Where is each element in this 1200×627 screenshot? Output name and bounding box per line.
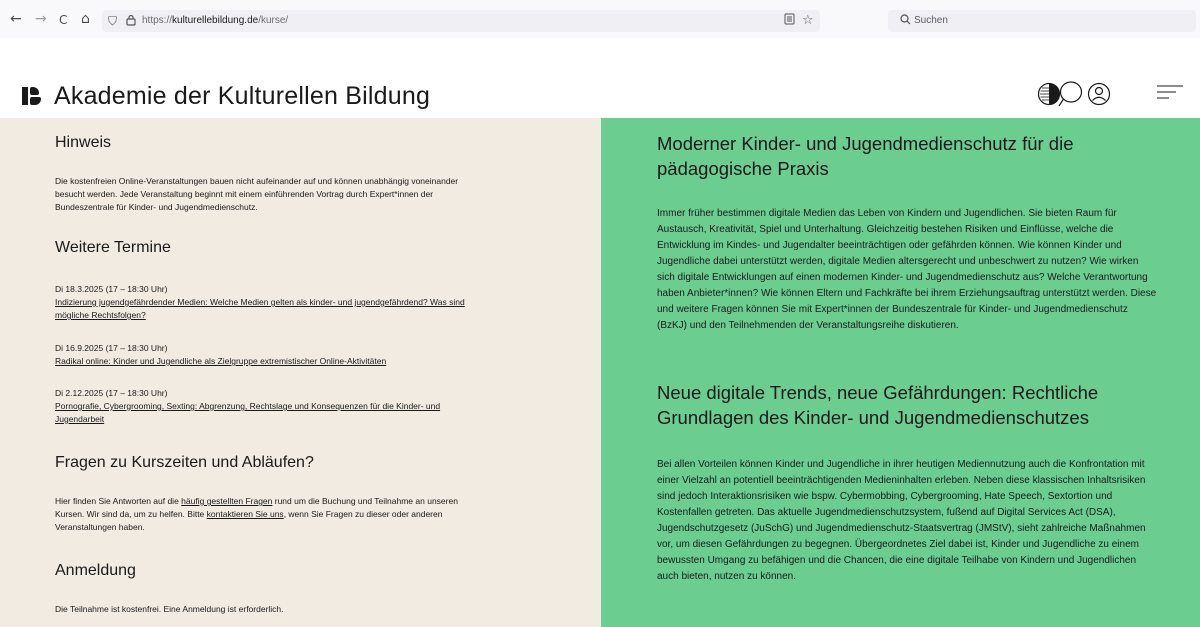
termin-date: Di 16.9.2025 (17 – 18:30 Uhr) [55,343,168,353]
section-heading-jugendmedienschutz: Moderner Kinder- und Jugendmedienschutz für die pädagogische Praxis [657,133,1074,179]
url-text[interactable] [142,15,288,26]
weitere-termine-heading: Weitere Termine [55,239,171,256]
termin-item [55,283,475,322]
anmeldung-heading: Anmeldung [55,562,136,579]
forward-arrow-icon[interactable]: → [35,11,47,27]
address-bar[interactable] [102,10,820,32]
menu-hamburger-icon[interactable] [1157,85,1183,106]
search-icon[interactable] [1057,80,1083,113]
user-account-icon[interactable] [1087,82,1111,111]
url-path: /kurse/ [258,15,289,26]
back-arrow-icon[interactable]: ← [10,11,22,27]
contact-link[interactable]: kontaktieren Sie uns [206,509,284,519]
browser-toolbar [0,0,1200,38]
termin-link[interactable]: Radikal online: Kinder und Jugendliche als Zielgruppe extremistischer Online-Aktivitäten [55,356,387,366]
url-scheme: https:// [142,15,173,26]
fragen-text [55,495,475,534]
termin-item [55,387,467,426]
termin-item [55,342,485,368]
hinweis-heading: Hinweis [55,134,112,151]
logo-icon[interactable] [22,87,42,105]
section-text-jugendmedienschutz: Immer früher bestimmen digitale Medien das Leben von Kindern und Jugendlichen. Sie bieten Raum für Austausch, Kreativität, Spiel und Unterhaltung. Gleichzeitig bestehen Risiken und Einflüsse, welche die Entwicklung im Kindes- und Jugendalter beeinträchtigen oder gefährden können. Wie können Kinder und Jugendliche dabei unterstützt werden, digitale Medien altersgerecht und unbeschwert zu nutzen? Wie wirken sich digitale Entwicklungen auf einen modernen Kinder- und Jugendmedienschutz aus? Welche Verantwortung haben Anbieter*innen? Wie können Eltern und Fachkräfte bei ihrem Erziehungsauftrag unterstützt werden. Diese und weitere Fragen können Sie mit Expert*innen der Bundeszentrale für Kinder- und Jugendmedienschutz (BzKJ) und den Teilnehmenden der Veranstaltungsreihe diskutieren. [657,208,1157,331]
termin-date: Di 2.12.2025 (17 – 18:30 Uhr) [55,388,168,398]
reload-icon[interactable]: C [59,13,68,27]
faq-link[interactable]: häufig gestellten Fragen [181,496,273,506]
termin-date: Di 18.3.2025 (17 – 18:30 Uhr) [55,284,168,294]
bookmark-star-icon[interactable]: ☆ [802,13,814,28]
section-text-digitale-trends: Bei allen Vorteilen können Kinder und Jugendliche in ihrer heutigen Mediennutzung auch die Konfrontation mit einer Vielzahl an potentiell beeinträchtigenden Medieninhalten erleben. Neben diese klassischen Inhaltsrisiken sind jedoch Interaktionsrisiken wie bspw. Cybermobbing, Cybergrooming, Hate Speech, Sextortion und Kostenfallen getreten. Das aktuelle Jugendmedienschutzsystem, fußend auf Digital Services Act (DSA), Jugendschutzgesetz (JuSchG) und Jugendmedienschutz-Staatsvertrag (JMStV), sieht zahlreiche Maßnahmen vor, um diesen Gefährdungen zu begegnen. Übergeordnetes Ziel dabei ist, Kinder und Jugendliche zu einem bewussten Umgang zu befähigen und die Chancen, die eine digitale Teilhabe von Kindern und Jugendlichen auch bieten, nutzen zu können. [657,459,1146,582]
hinweis-text: Die kostenfreien Online-Veranstaltungen bauen nicht aufeinander auf und können unabhängig voneinander besucht werden. Jede Veranstaltung beginnt mit einem einführenden Vortrag durch Expert*innen der Bundeszentrale für Kinder- und Jugendmedienschutz. [55,176,459,212]
fragen-text-part: Hier finden Sie Antworten auf die [55,496,182,506]
tracking-shield-icon[interactable]: ⛉ [108,14,118,28]
termin-link[interactable]: Pornografie, Cybergrooming, Sexting: Abgrenzung, Rechtslage und Konsequenzen für die Kinder- und Jugendarbeit [55,401,441,424]
reader-view-icon[interactable] [784,13,795,28]
fragen-heading: Fragen zu Kurszeiten und Abläufen? [55,454,314,471]
url-domain: kulturellebildung.de [172,15,259,26]
fragen-text-part: , wenn Sie Fragen zu dieser oder anderen Veranstaltungen haben. [55,509,443,532]
anmeldung-text: Die Teilnahme ist kostenfrei. Eine Anmeldung ist erforderlich. [55,604,284,614]
search-icon [900,14,911,28]
section-heading-digitale-trends: Neue digitale Trends, neue Gefährdungen: Rechtliche Grundlagen des Kinder- und Jugendmedienschutzes [657,382,1099,428]
site-header [0,38,1200,118]
browser-search-bar[interactable] [888,10,1196,32]
lock-icon[interactable] [126,14,136,29]
termin-link[interactable]: Indizierung jugendgefährdender Medien: Welche Medien gelten als kinder- und jugendgefährdend? Was sind mögliche Rechtsfolgen? [55,297,465,320]
fragen-text-part: rund um die Buchung und Teilnahme an unseren Kursen. Wir sind da, um zu helfen. Bitte [55,496,458,519]
home-icon[interactable]: ⌂ [81,11,90,27]
search-placeholder: Suchen [914,15,948,26]
site-title[interactable]: Akademie der Kulturellen Bildung [54,82,431,110]
